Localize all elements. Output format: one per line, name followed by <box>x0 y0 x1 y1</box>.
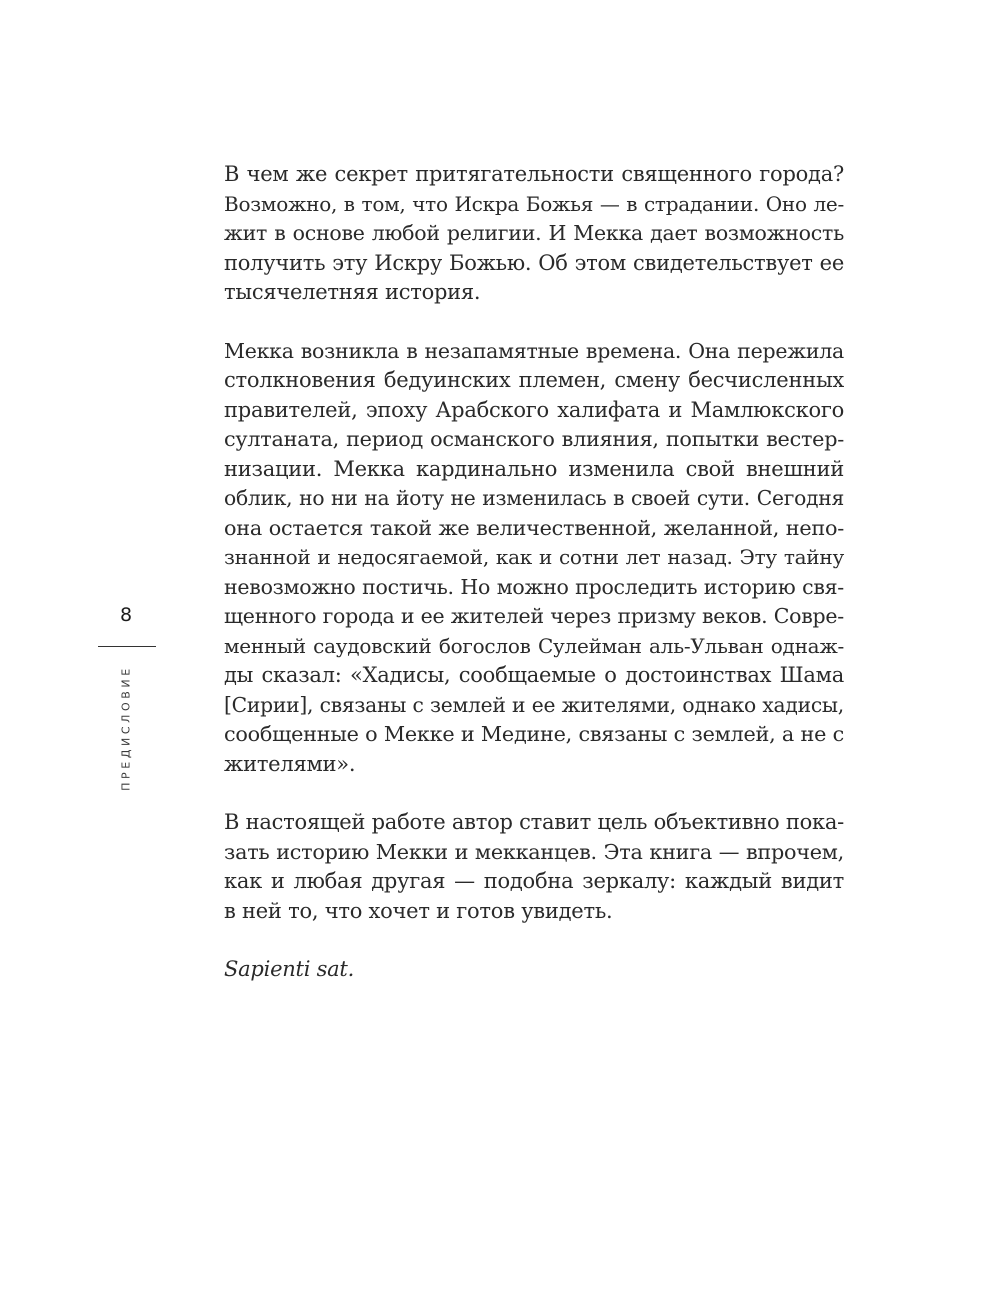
text-line: получить эту Искру Божью. Об этом свидетельствует ее <box>224 250 844 275</box>
text-line: в ней то, что хочет и готов увидеть. <box>224 898 613 923</box>
text-line: тысячелетняя история. <box>224 280 481 304</box>
text-line: Возможно, в том, что Искра Божья — в страдании. Оно ле- <box>224 191 844 216</box>
text-line: облик, но ни на йоту не изменилась в своей сути. Сегодня <box>224 486 844 510</box>
signoff-text: Sapienti sat. <box>224 957 355 981</box>
text-line: жит в основе любой религии. И Мекка дает возможность <box>224 221 844 245</box>
text-line: менный саудовский богослов Сулейман аль-Ульван однаж- <box>224 633 844 658</box>
text-line: низации. Мекка кардинально изменила свой внешний <box>224 456 844 481</box>
paragraph-2 <box>224 337 844 780</box>
text-line: В настоящей работе автор ставит цель объективно пока- <box>224 810 844 834</box>
running-section-label: ПРЕДИСЛОВИЕ <box>119 665 133 791</box>
text-line: знанной и недосягаемой, как и сотни лет назад. Эту тайну <box>224 545 844 569</box>
paragraph-3 <box>224 808 844 926</box>
body-text <box>224 160 844 1014</box>
text-line: В чем же секрет притягательности священного города? <box>224 162 844 186</box>
text-line: щенного города и ее жителей через призму веков. Совре- <box>224 604 844 628</box>
paragraph-1 <box>224 160 844 308</box>
margin-divider <box>98 646 156 647</box>
text-line: султаната, период османского влияния, попытки вестер- <box>224 427 844 451</box>
text-line: [Сирии], связаны с землей и ее жителями, однако хадисы, <box>224 692 844 717</box>
text-line: как и любая другая — подобна зеркалу: каждый видит <box>224 869 844 893</box>
text-line: ды сказал: «Хадисы, сообщаемые о достоинствах Шама <box>224 663 844 687</box>
text-line: невозможно постичь. Но можно проследить историю свя- <box>224 574 844 599</box>
text-line: она остается такой же величественной, желанной, непо- <box>224 515 844 540</box>
text-line: зать историю Мекки и мекканцев. Эта книга — впрочем, <box>224 839 844 864</box>
text-line: Мекка возникла в незапамятные времена. Она пережила <box>224 338 844 363</box>
text-line: столкновения бедуинских племен, смену бесчисленных <box>224 368 844 392</box>
text-line: жителями». <box>224 751 356 776</box>
text-line: сообщенные о Мекке и Медине, связаны с землей, а не с <box>224 722 844 746</box>
text-line: правителей, эпоху Арабского халифата и Мамлюкского <box>224 397 844 422</box>
page-number: 8 <box>119 604 133 626</box>
signoff-paragraph <box>224 955 844 985</box>
